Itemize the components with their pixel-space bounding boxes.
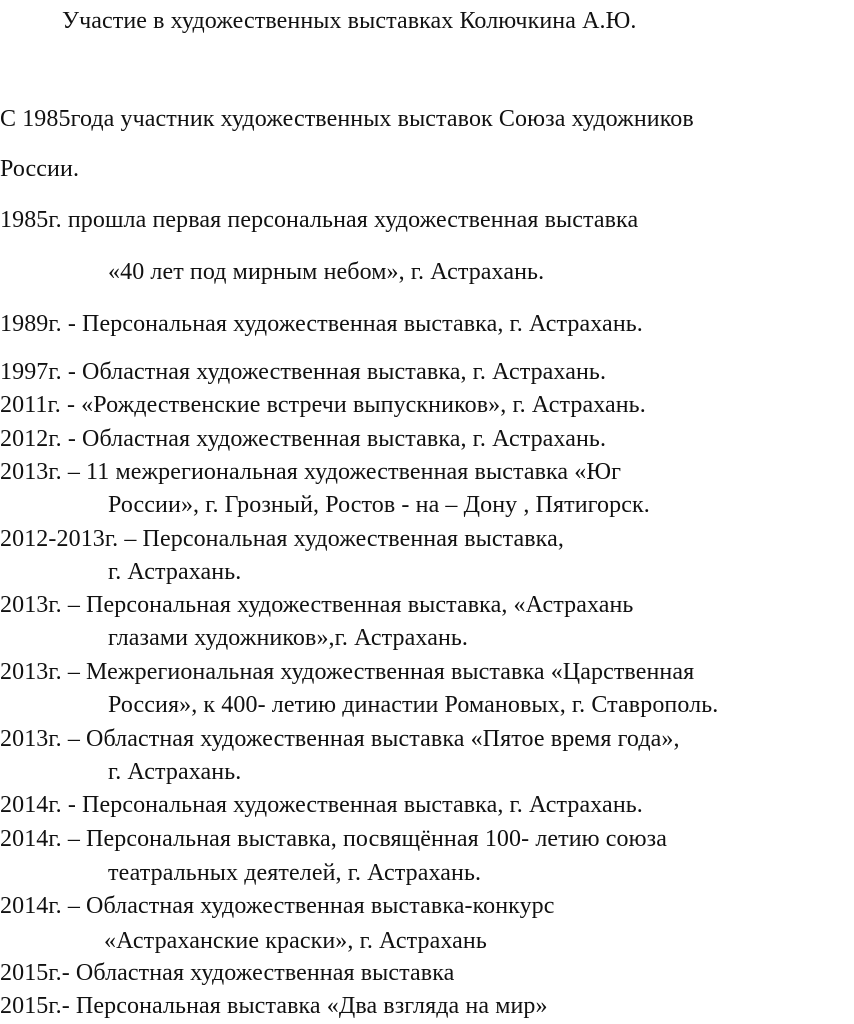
entry-1989: 1989г. - Персональная художественная выставка, г. Астрахань. [0,311,643,337]
intro-line-1: С 1985года участник художественных выставок Союза художников [0,106,694,132]
entry-1985-line1: 1985г. прошла первая персональная художественная выставка [0,207,639,233]
entry-2015-regional: 2015г.- Областная художественная выставка [0,960,455,986]
entry-1997: 1997г. - Областная художественная выставка, г. Астрахань. [0,359,607,385]
entry-2013-south-line2: России», г. Грозный, Ростов - на – Дону , Пятигорск. [108,492,650,518]
entry-2014-contest-line2: «Астраханские краски», г. Астрахань [104,928,487,954]
entry-2013-royal-line1: 2013г. – Межрегиональная художественная выставка «Царственная [0,659,695,685]
entry-2013-personal-line2: глазами художников»,г. Астрахань. [108,625,469,651]
entry-2013-fifth-season-line1: 2013г. – Областная художественная выставка «Пятое время года», [0,726,680,752]
entry-2012-2013-line1: 2012-2013г. – Персональная художественная выставка, [0,526,564,552]
entry-2014-theatre-line1: 2014г. – Персональная выставка, посвящённая 100- летию союза [0,826,668,852]
entry-2014-theatre-line2: театральных деятелей, г. Астрахань. [108,860,482,886]
entry-2011: 2011г. - «Рождественские встречи выпускников», г. Астрахань. [0,392,646,418]
entry-2013-personal-line1: 2013г. – Персональная художественная выставка, «Астрахань [0,592,634,618]
intro-line-2: России. [0,156,80,182]
entry-2013-fifth-season-line2: г. Астрахань. [108,759,242,785]
entry-1985-line2: «40 лет под мирным небом», г. Астрахань. [108,259,545,285]
entry-2013-south-line1: 2013г. – 11 межрегиональная художественная выставка «Юг [0,459,622,485]
entry-2012-2013-line2: г. Астрахань. [108,559,242,585]
entry-2015-personal: 2015г.- Персональная выставка «Два взгляда на мир» [0,993,548,1019]
entry-2014-personal: 2014г. - Персональная художественная выставка, г. Астрахань. [0,792,643,818]
entry-2013-royal-line2: Россия», к 400- летию династии Романовых, г. Ставрополь. [108,692,719,718]
document-title: Участие в художественных выставках Колючкина А.Ю. [62,8,637,34]
entry-2012: 2012г. - Областная художественная выставка, г. Астрахань. [0,426,607,452]
entry-2014-contest-line1: 2014г. – Областная художественная выставка-конкурс [0,893,555,919]
